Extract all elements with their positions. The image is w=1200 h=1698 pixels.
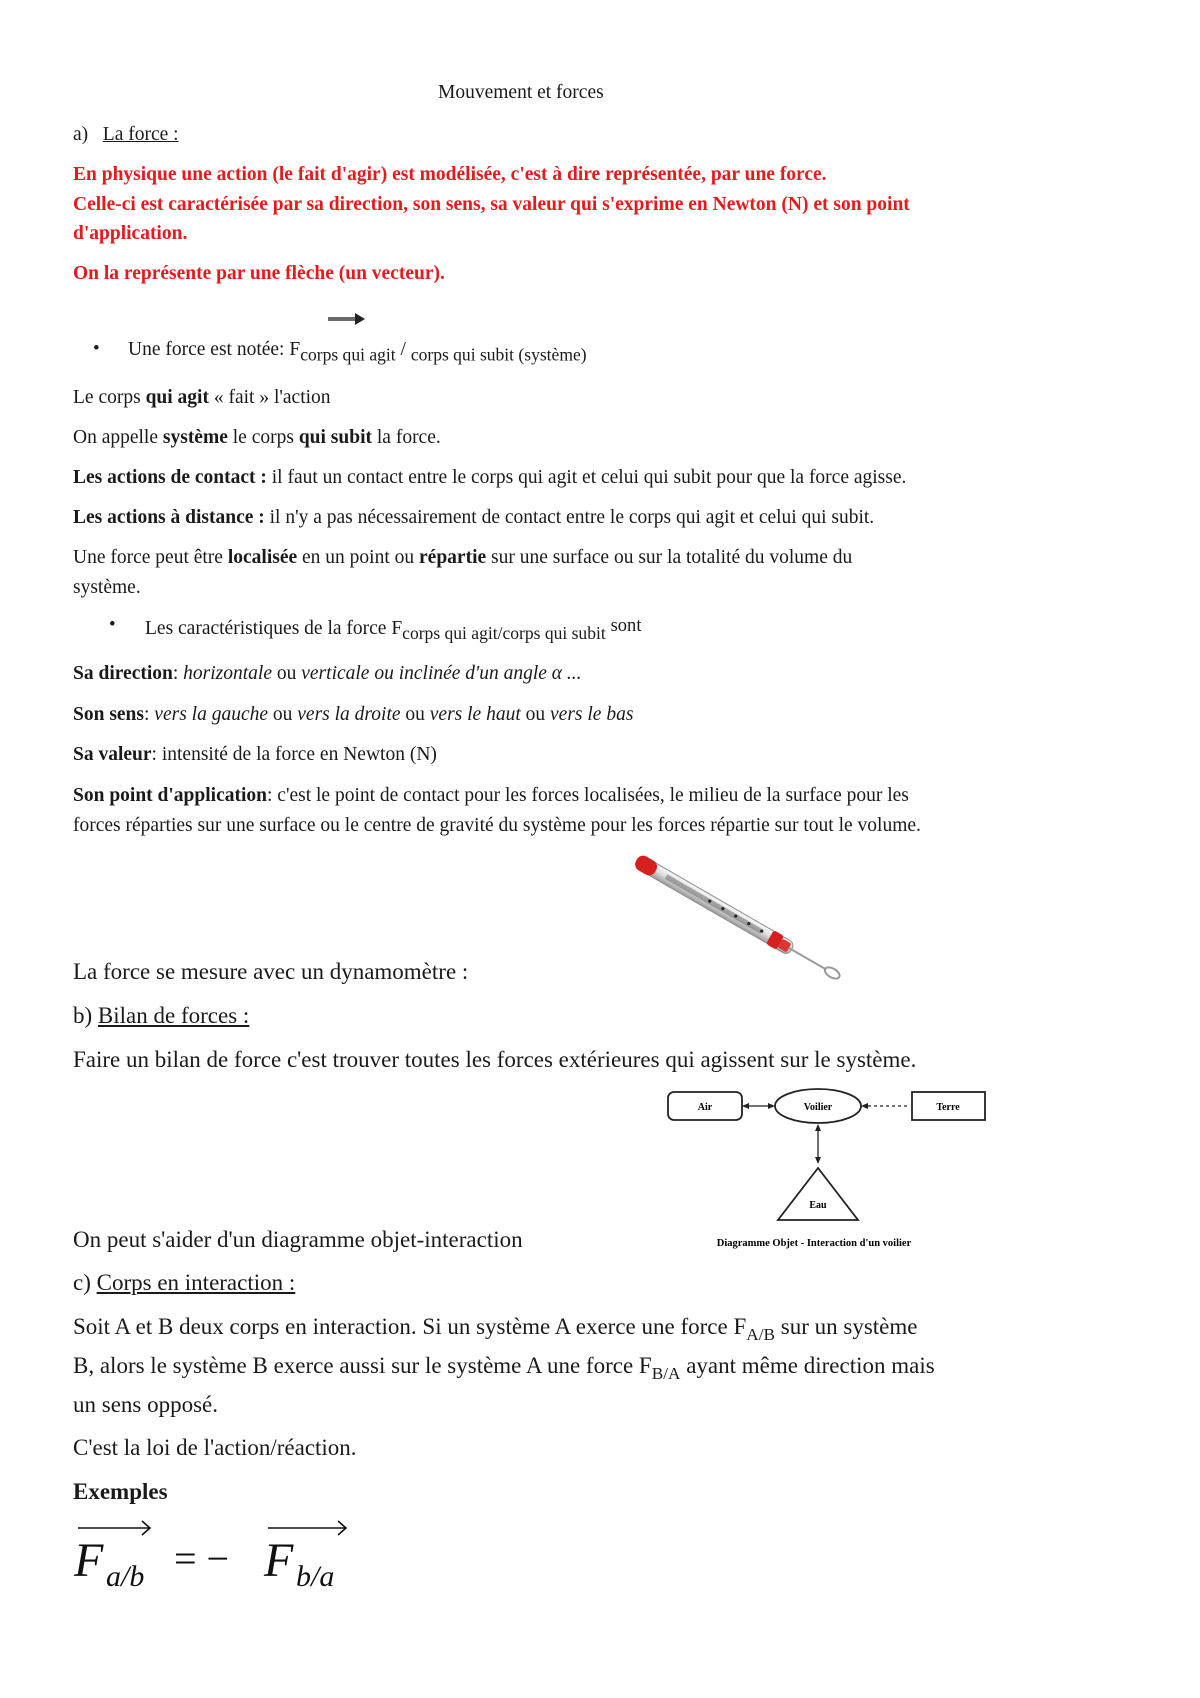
direction-line [73, 662, 582, 686]
section-a-heading [73, 123, 179, 147]
text-run: ou [525, 704, 546, 725]
formula-sub-1: a/b [106, 1560, 145, 1593]
section-b-marker: b) [73, 1003, 93, 1028]
definition-line-3: d'application. [73, 223, 188, 244]
object-interaction-diagram [660, 1084, 1000, 1254]
formula-equals-minus: = − [174, 1536, 230, 1581]
text-run: : [172, 663, 179, 684]
text-run: sur une surface ou sur la totalité du volume du [491, 547, 853, 568]
bold-run: localisée [227, 547, 298, 568]
bold-run: Son point d'application [73, 785, 267, 806]
text-run: en un point ou [302, 547, 415, 568]
diagram-label-voilier: Voilier [803, 1102, 833, 1113]
italic-run: verticale ou inclinée d'un angle α ... [301, 663, 582, 684]
bold-run: Son sens [73, 704, 144, 725]
text-run: : intensité de la force en Newton (N) [151, 744, 437, 765]
notation-f: F [289, 339, 301, 360]
bullet-icon: • [93, 338, 100, 359]
text-run: : c'est le point de contact pour les forces localisées, le milieu de la surface pour les [267, 785, 909, 806]
diagram-label-terre: Terre [936, 1102, 960, 1113]
localized-force-line-2: système. [73, 577, 141, 598]
diagram-help-line: On peut s'aider d'un diagramme objet-interaction [73, 1227, 523, 1252]
notation-slash: / [400, 339, 406, 360]
section-c-title: Corps en interaction : [96, 1270, 296, 1295]
bold-run: qui agit [145, 387, 209, 408]
text-run: il n'y a pas nécessairement de contact entre le corps qui agit et celui qui subit. [269, 507, 875, 528]
bold-run: répartie [419, 547, 487, 568]
italic-run: horizontale [183, 663, 272, 684]
bold-run: qui subit [298, 427, 372, 448]
arrowhead-icon [768, 1103, 775, 1109]
italic-run: vers le bas [550, 704, 634, 725]
text-run: ou [272, 704, 293, 725]
section-b-title: Bilan de forces : [97, 1003, 250, 1028]
vector-arrow-icon [327, 312, 367, 326]
text-run: Le corps [73, 387, 141, 408]
interaction-line-3: un sens opposé. [73, 1392, 219, 1417]
notation-text: Une force est notée: [128, 339, 285, 360]
examples-heading: Exemples [73, 1479, 168, 1504]
text-run: Soit A et B deux corps en interaction. Si un système A exerce une force F [73, 1314, 747, 1339]
diagram-caption: Diagramme Objet - Interaction d'un voilier [716, 1238, 912, 1249]
formula-force-1: F [74, 1534, 104, 1587]
system-definition-line [73, 426, 441, 450]
section-b-heading [73, 1002, 249, 1030]
text-run: ou [276, 663, 297, 684]
interaction-line-2 [73, 1352, 935, 1388]
bold-run: Les actions à distance : [73, 507, 265, 528]
acting-body-line [73, 386, 331, 410]
characteristics-line [145, 614, 641, 645]
italic-run: vers la droite [297, 704, 401, 725]
text-run: ou [405, 704, 425, 725]
text-run: sont [610, 615, 642, 636]
subscript-run: B/A [651, 1364, 681, 1384]
action-reaction-formula [70, 1510, 370, 1593]
text-run: : [144, 704, 150, 725]
bullet-icon: • [109, 614, 116, 635]
subscript-run: A/B [746, 1325, 776, 1345]
dynamometer-line: La force se mesure avec un dynamomètre : [73, 959, 469, 984]
definition-line-1: En physique une action (le fait d'agir) est modélisée, c'est à dire représentée, par une force. [73, 164, 827, 185]
arrowhead-icon [815, 1157, 821, 1164]
formula-sub-2: b/a [296, 1560, 335, 1593]
text-run: Les caractéristiques de la force F [145, 617, 403, 639]
bold-run: Les actions de contact : [73, 467, 267, 488]
text-run: B, alors le système B exerce aussi sur le système A une force F [73, 1353, 652, 1378]
contact-actions-line [73, 466, 906, 490]
sense-line [73, 703, 633, 727]
text-run: il faut un contact entre le corps qui agit et celui qui subit pour que la force agisse. [271, 467, 907, 488]
text-run: « fait » l'action [213, 387, 331, 408]
force-balance-definition: Faire un bilan de force c'est trouver toutes les forces extérieures qui agissent sur le système. [73, 1047, 917, 1072]
distance-actions-line [73, 506, 874, 530]
dynamometer-illustration [630, 852, 890, 977]
text-run: On appelle [73, 427, 159, 448]
section-c-heading [73, 1269, 295, 1297]
arrowhead-icon [815, 1124, 821, 1131]
value-line [73, 743, 437, 767]
application-point-line-2: forces réparties sur une surface ou le centre de gravité du système pour les forces répartie sur tout le volume. [73, 815, 921, 836]
notation-line [128, 338, 587, 366]
notation-sub-subject: corps qui subit (système) [410, 344, 587, 365]
section-a-title: La force : [102, 124, 179, 145]
text-run: ayant même direction mais [686, 1353, 935, 1378]
arrowhead-icon [861, 1103, 868, 1109]
diagram-label-eau: Eau [809, 1200, 827, 1211]
definition-line-2: Celle-ci est caractérisée par sa direction, son sens, sa valeur qui s'exprime en Newton (N) et son point [73, 194, 910, 215]
arrowhead-icon [742, 1103, 749, 1109]
section-a-marker: a) [73, 124, 89, 145]
action-reaction-law: C'est la loi de l'action/réaction. [73, 1435, 357, 1460]
bold-run: Sa direction [73, 663, 173, 684]
italic-run: vers la gauche [154, 704, 269, 725]
definition-line-4: On la représente par une flèche (un vecteur). [73, 263, 445, 284]
text-run: Une force peut être [73, 547, 223, 568]
localized-force-line [73, 546, 852, 570]
subscript-run: corps qui agit/corps qui subit [402, 623, 606, 644]
section-c-marker: c) [73, 1270, 91, 1295]
application-point-line [73, 784, 909, 808]
italic-run: vers le haut [429, 704, 521, 725]
diagram-label-air: Air [697, 1102, 713, 1113]
page-title: Mouvement et forces [438, 82, 604, 103]
text-run: le corps [232, 427, 294, 448]
text-run: la force. [376, 427, 441, 448]
interaction-line-1 [73, 1313, 917, 1349]
bold-run: Sa valeur [73, 744, 152, 765]
formula-force-2: F [264, 1534, 294, 1587]
text-run: sur un système [780, 1314, 918, 1339]
notation-sub-acting: corps qui agit [300, 344, 396, 365]
diagram-node-eau [778, 1168, 858, 1220]
bold-run: système [162, 427, 228, 448]
